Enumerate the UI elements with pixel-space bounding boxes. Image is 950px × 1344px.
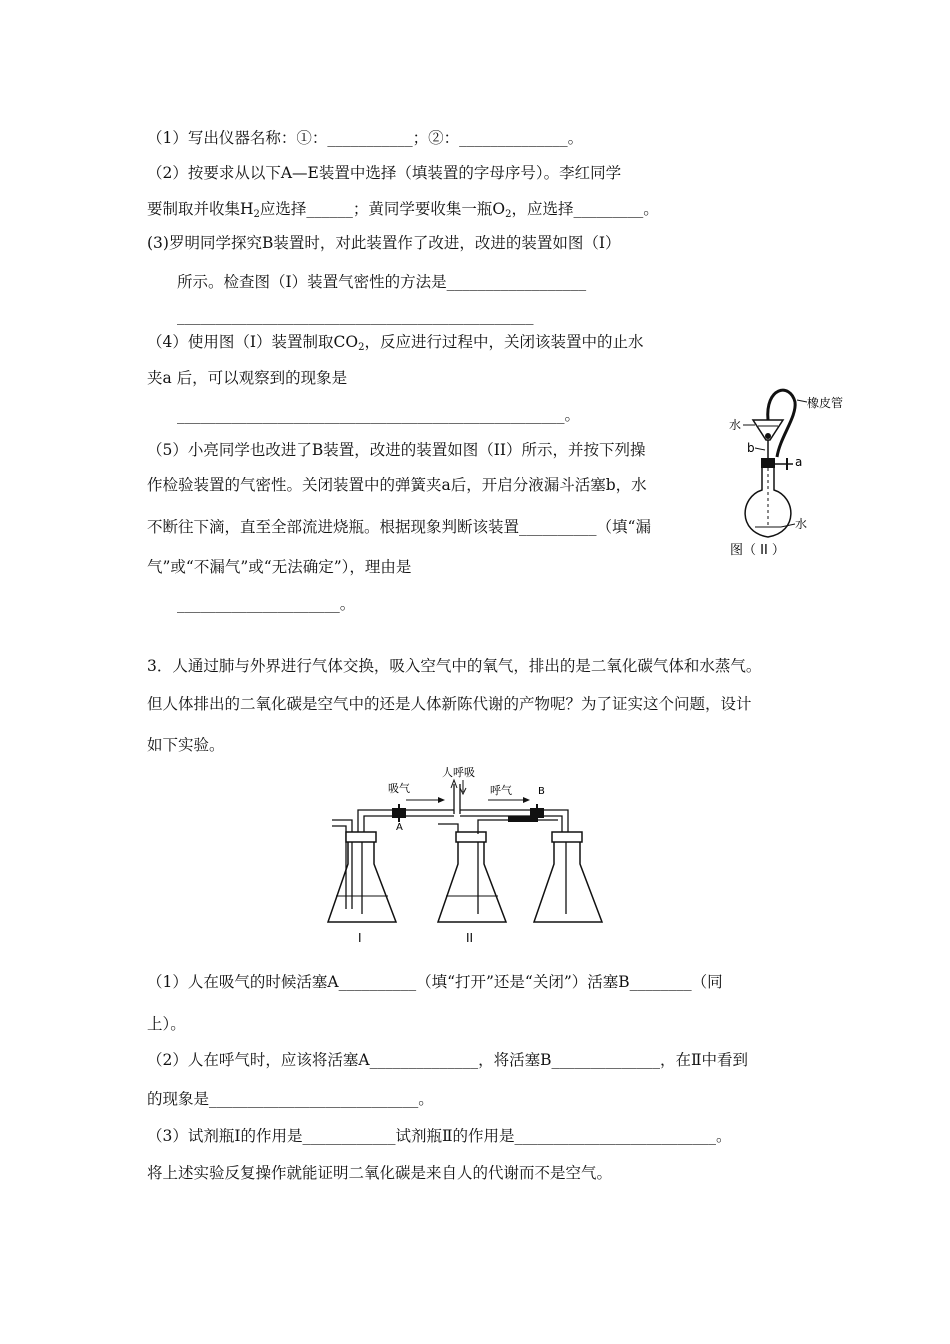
answer-blank[interactable]: ___________ xyxy=(327,129,413,147)
q3-intro-line3: 如下实验。 xyxy=(147,736,225,754)
label-inhale: 吸气 xyxy=(388,782,410,795)
q2-part3-line2: 所示。检查图（I）装置气密性的方法是__________________ xyxy=(177,273,587,291)
q3-intro-line2: 但人体排出的二氧化碳是空气中的还是人体新陈代谢的产物呢？为了证实这个问题，设计 xyxy=(147,695,752,713)
q2-part4-line1: （4）使用图（I）装置制取$CO_2$，反应进行过程中，关闭该装置中的止水 xyxy=(147,333,644,353)
answer-blank[interactable]: __________ xyxy=(338,973,417,991)
q3-conclusion: 将上述实验反复操作就能证明二氧化碳是来自人的代谢而不是空气。 xyxy=(147,1164,613,1182)
label-flask-I: I xyxy=(358,931,362,945)
label-water-top: 水 xyxy=(729,418,742,432)
q3-part2-line1: （2）人在呼气时，应该将活塞A______________，将活塞B______________，在Ⅱ中看到 xyxy=(147,1051,749,1069)
answer-blank[interactable]: _________ xyxy=(573,200,644,218)
answer-blank[interactable]: __________________________________________________ xyxy=(177,406,565,424)
q2-part3-line1: (3)罗明同学探究B装置时，对此装置作了改进，改进的装置如图（I） xyxy=(147,234,621,252)
q2-part5-line2: 作检验装置的气密性。关闭装置中的弹簧夹a后，开启分液漏斗活塞b，水 xyxy=(147,476,647,494)
label-a: a xyxy=(795,455,803,469)
q2-part1: （1）写出仪器名称：①：___________；②：______________。 xyxy=(147,129,584,147)
q2-part5-line1: （5）小亮同学也改进了B装置，改进的装置如图（II）所示，并按下列操 xyxy=(147,441,646,459)
label-exhale: 呼气 xyxy=(490,784,512,797)
stopper xyxy=(761,458,775,468)
answer-blank[interactable]: ______________ xyxy=(369,1051,479,1069)
flask-II xyxy=(438,842,506,922)
q2-part2-line1: （2）按要求从以下A—E装置中选择（填装置的字母序号）。李红同学 xyxy=(147,164,622,182)
q3-part1-line2: 上）。 xyxy=(147,1015,186,1033)
label-valve-A: A xyxy=(396,822,403,833)
label-flask-II: II xyxy=(466,931,474,945)
flask-III xyxy=(534,842,602,922)
q2-part4-line3: __________________________________________________。 xyxy=(177,406,581,424)
label-b: b xyxy=(747,441,755,455)
q3-part2-line2: 的现象是___________________________。 xyxy=(147,1090,434,1108)
answer-blank[interactable]: ______________________________________________ xyxy=(177,307,534,325)
label-breath: 人呼吸 xyxy=(442,766,475,779)
answer-blank[interactable]: _____________________ xyxy=(177,595,340,613)
figure-3-breathing-apparatus xyxy=(318,764,618,949)
flask-I-stopper xyxy=(346,832,376,842)
q2-part4-line2: 夹a 后，可以观察到的现象是 xyxy=(147,369,348,387)
label-rubber-tube: 橡皮管 xyxy=(807,396,844,410)
flask-III-stopper xyxy=(552,832,582,842)
answer-blank[interactable]: __________ xyxy=(519,518,597,536)
q2-part5-line5: _____________________。 xyxy=(177,595,356,613)
q2-part5-line3: 不断往下滴，直至全部流进烧瓶。根据现象判断该装置__________（填“漏 xyxy=(147,518,651,536)
answer-blank[interactable]: ________ xyxy=(629,973,692,991)
answer-blank[interactable]: __________________________ xyxy=(514,1127,717,1145)
answer-blank[interactable]: __________________ xyxy=(446,273,587,291)
label-water-bottom: 水 xyxy=(795,517,808,531)
q2-part2-line2: 要制取并收集$H_2$应选择______；黄同学要收集一瓶$O_2$，应选择_________。 xyxy=(147,200,659,220)
answer-blank[interactable]: ______________ xyxy=(551,1051,660,1069)
q3-part1-line1: （1）人在吸气的时候活塞A__________（填“打开”还是“关闭”）活塞B________（同 xyxy=(147,973,723,991)
answer-blank[interactable]: ___________________________ xyxy=(209,1090,419,1108)
q3-intro-line1: 3．人通过肺与外界进行气体交换，吸入空气中的氧气，排出的是二氧化碳气体和水蒸气。 xyxy=(147,657,762,675)
q3-part3: （3）试剂瓶Ⅰ的作用是____________试剂瓶Ⅱ的作用是__________________________。 xyxy=(147,1127,732,1145)
label-valve-B: B xyxy=(538,786,545,797)
figure-2-caption: 图（ II ） xyxy=(730,543,785,558)
answer-blank[interactable]: ____________ xyxy=(302,1127,396,1145)
answer-blank[interactable]: ______ xyxy=(306,200,353,218)
figure-2-apparatus xyxy=(725,382,885,564)
flask-II-stopper xyxy=(456,832,486,842)
answer-blank[interactable]: ______________ xyxy=(459,129,568,147)
q2-part5-line4: 气”或“不漏气”或“无法确定”），理由是 xyxy=(147,558,412,576)
